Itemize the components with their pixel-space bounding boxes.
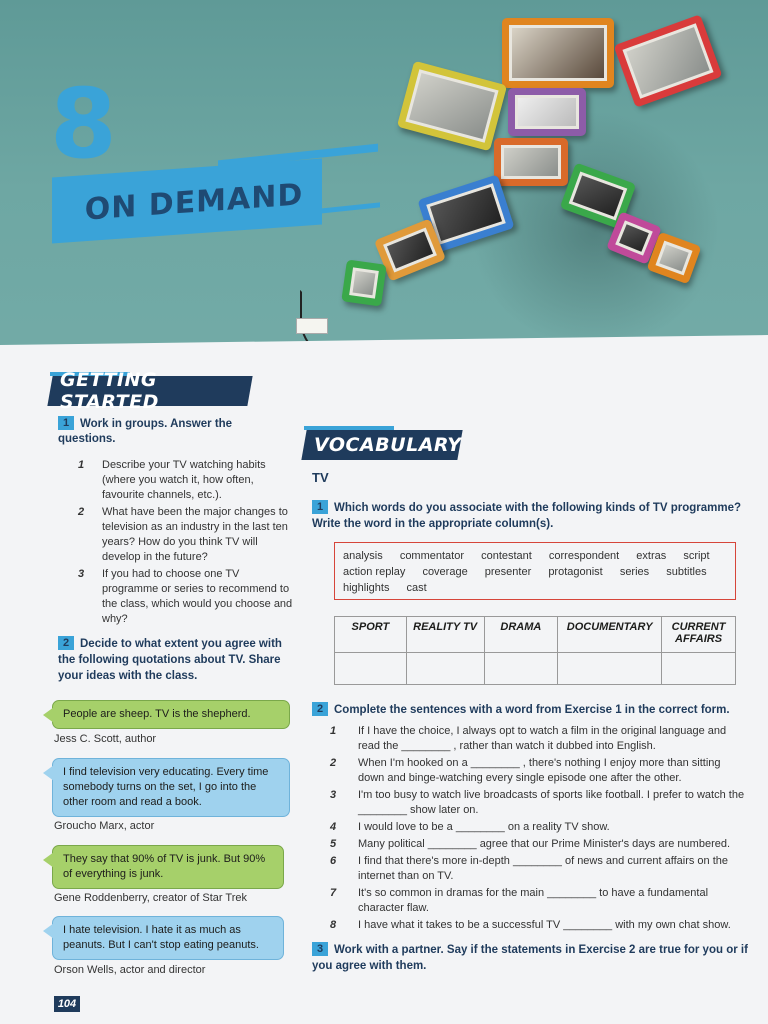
list-item: 7 It's so common in dramas for the main ________ to have a fundamental character flaw. [330, 887, 709, 914]
list-item: 4 I would love to be a ________ on a reality TV show. [330, 821, 610, 833]
getting-started-ex1-instruction: 1 Work in groups. Answer the questions. [58, 417, 233, 445]
list-item: 1 Describe your TV watching habits (where you watch it, how often, favourite channels, etc.). [78, 459, 266, 501]
list-item: 2 When I'm hooked on a ________ , there's nothing I enjoy more than sitting down and binge-watching every single episode one after the other. [330, 757, 721, 784]
vocabulary-ex3-instruction: 3 Work with a partner. Say if the statements in Exercise 2 are true for you or if you agree with them. [312, 943, 748, 972]
tv-arm-left-icon [397, 61, 507, 152]
word-bank [334, 542, 736, 600]
word-bank-item: presenter [484, 566, 532, 578]
column-header: DOCUMENTARY [558, 617, 662, 653]
tv-waist-icon [494, 138, 568, 186]
word-bank-item: cast [406, 582, 427, 594]
list-item: 3 If you had to choose one TV programme or series to recommend to the class, which would you choose and why? [78, 568, 293, 625]
list-item: 2 What have been the major changes to television as an industry in the last ten years? How do you think TV will develop in the future? [78, 506, 288, 563]
exercise-number: 2 [58, 636, 74, 650]
table-cell [406, 653, 484, 685]
list-item: 5 Many political ________ agree that our Prime Minister's days are numbered. [330, 838, 731, 850]
word-bank-item: correspondent [548, 550, 620, 562]
quote-bubble: I find television very educating. Every time somebody turns on the set, I go into the other room and read a book. [52, 758, 290, 817]
vocabulary-heading: VOCABULARY [314, 434, 462, 456]
unit-number: 8 [50, 68, 117, 180]
table-header-row [335, 617, 736, 653]
table-cell [484, 653, 558, 685]
table-cell [558, 653, 662, 685]
quote-bubble: They say that 90% of TV is junk. But 90% of everything is junk. [52, 845, 284, 889]
list-item: 8 I have what it takes to be a successful TV ________ with my own chat show. [330, 919, 731, 931]
quote-author: Gene Roddenberry, creator of Star Trek [54, 892, 247, 904]
word-bank-item: analysis [343, 550, 383, 562]
word-bank-item: series [619, 566, 650, 578]
vocabulary-subheading: TV [312, 470, 329, 485]
column-header: REALITY TV [406, 617, 484, 653]
word-bank-item: commentator [399, 550, 465, 562]
quote-author: Jess C. Scott, author [54, 733, 157, 745]
column-header: CURRENT AFFAIRS [662, 617, 736, 653]
word-bank-item: protagonist [548, 566, 603, 578]
word-bank-item: coverage [422, 566, 468, 578]
word-bank-item: highlights [343, 582, 390, 594]
getting-started-ex1-list [78, 458, 298, 629]
page-number: 104 [54, 996, 80, 1012]
exercise-number: 1 [58, 416, 74, 430]
list-item: 3 I'm too busy to watch live broadcasts of sports like football. I prefer to watch the ________ show later on. [330, 789, 745, 816]
list-item: 1 If I have the choice, I always opt to watch a film in the original language and read the ________ , rather than watch it dubbed into English. [330, 725, 727, 752]
table-row [335, 653, 736, 685]
table-cell [335, 653, 407, 685]
getting-started-banner [47, 369, 252, 413]
getting-started-heading: GETTING STARTED [60, 369, 159, 413]
exercise-number: 3 [312, 942, 328, 956]
quote-bubble: I hate television. I hate it as much as peanuts. But I can't stop eating peanuts. [52, 916, 284, 960]
list-item: 6 I find that there's more in-depth ________ of news and current affairs on the internet than on TV. [330, 855, 729, 882]
tv-head-icon [502, 18, 614, 88]
column-header: SPORT [335, 617, 407, 653]
column-header: DRAMA [484, 617, 558, 653]
vocabulary-ex2-instruction: 2 Complete the sentences with a word from Exercise 1 in the correct form. [312, 702, 752, 716]
vocabulary-ex1-instruction: 1 Which words do you associate with the following kinds of TV programme? Write the word in the appropriate column(s). [312, 501, 742, 530]
tv-chest-icon [508, 88, 586, 136]
word-bank-item: script [683, 550, 710, 562]
wall-socket-icon [296, 318, 328, 334]
word-bank-item: action replay [343, 566, 406, 578]
vocabulary-banner [301, 430, 462, 460]
vocabulary-ex2-list [330, 724, 746, 935]
word-bank-item: subtitles [666, 566, 707, 578]
getting-started-ex2-instruction: 2 Decide to what extent you agree with the following quotations about TV. Share your ideas with the class. [58, 637, 282, 682]
word-bank-item: contestant [481, 550, 532, 562]
unit-title: ON DEMAND [84, 176, 304, 228]
quote-author: Groucho Marx, actor [54, 820, 155, 832]
tv-arm-right-icon [613, 14, 722, 107]
exercise-number: 1 [312, 500, 328, 514]
quote-bubble: People are sheep. TV is the shepherd. [52, 700, 290, 729]
quote-author: Orson Wells, actor and director [54, 964, 206, 976]
table-cell [662, 653, 736, 685]
word-bank-item: extras [636, 550, 667, 562]
category-table [334, 616, 736, 685]
exercise-number: 2 [312, 702, 328, 716]
